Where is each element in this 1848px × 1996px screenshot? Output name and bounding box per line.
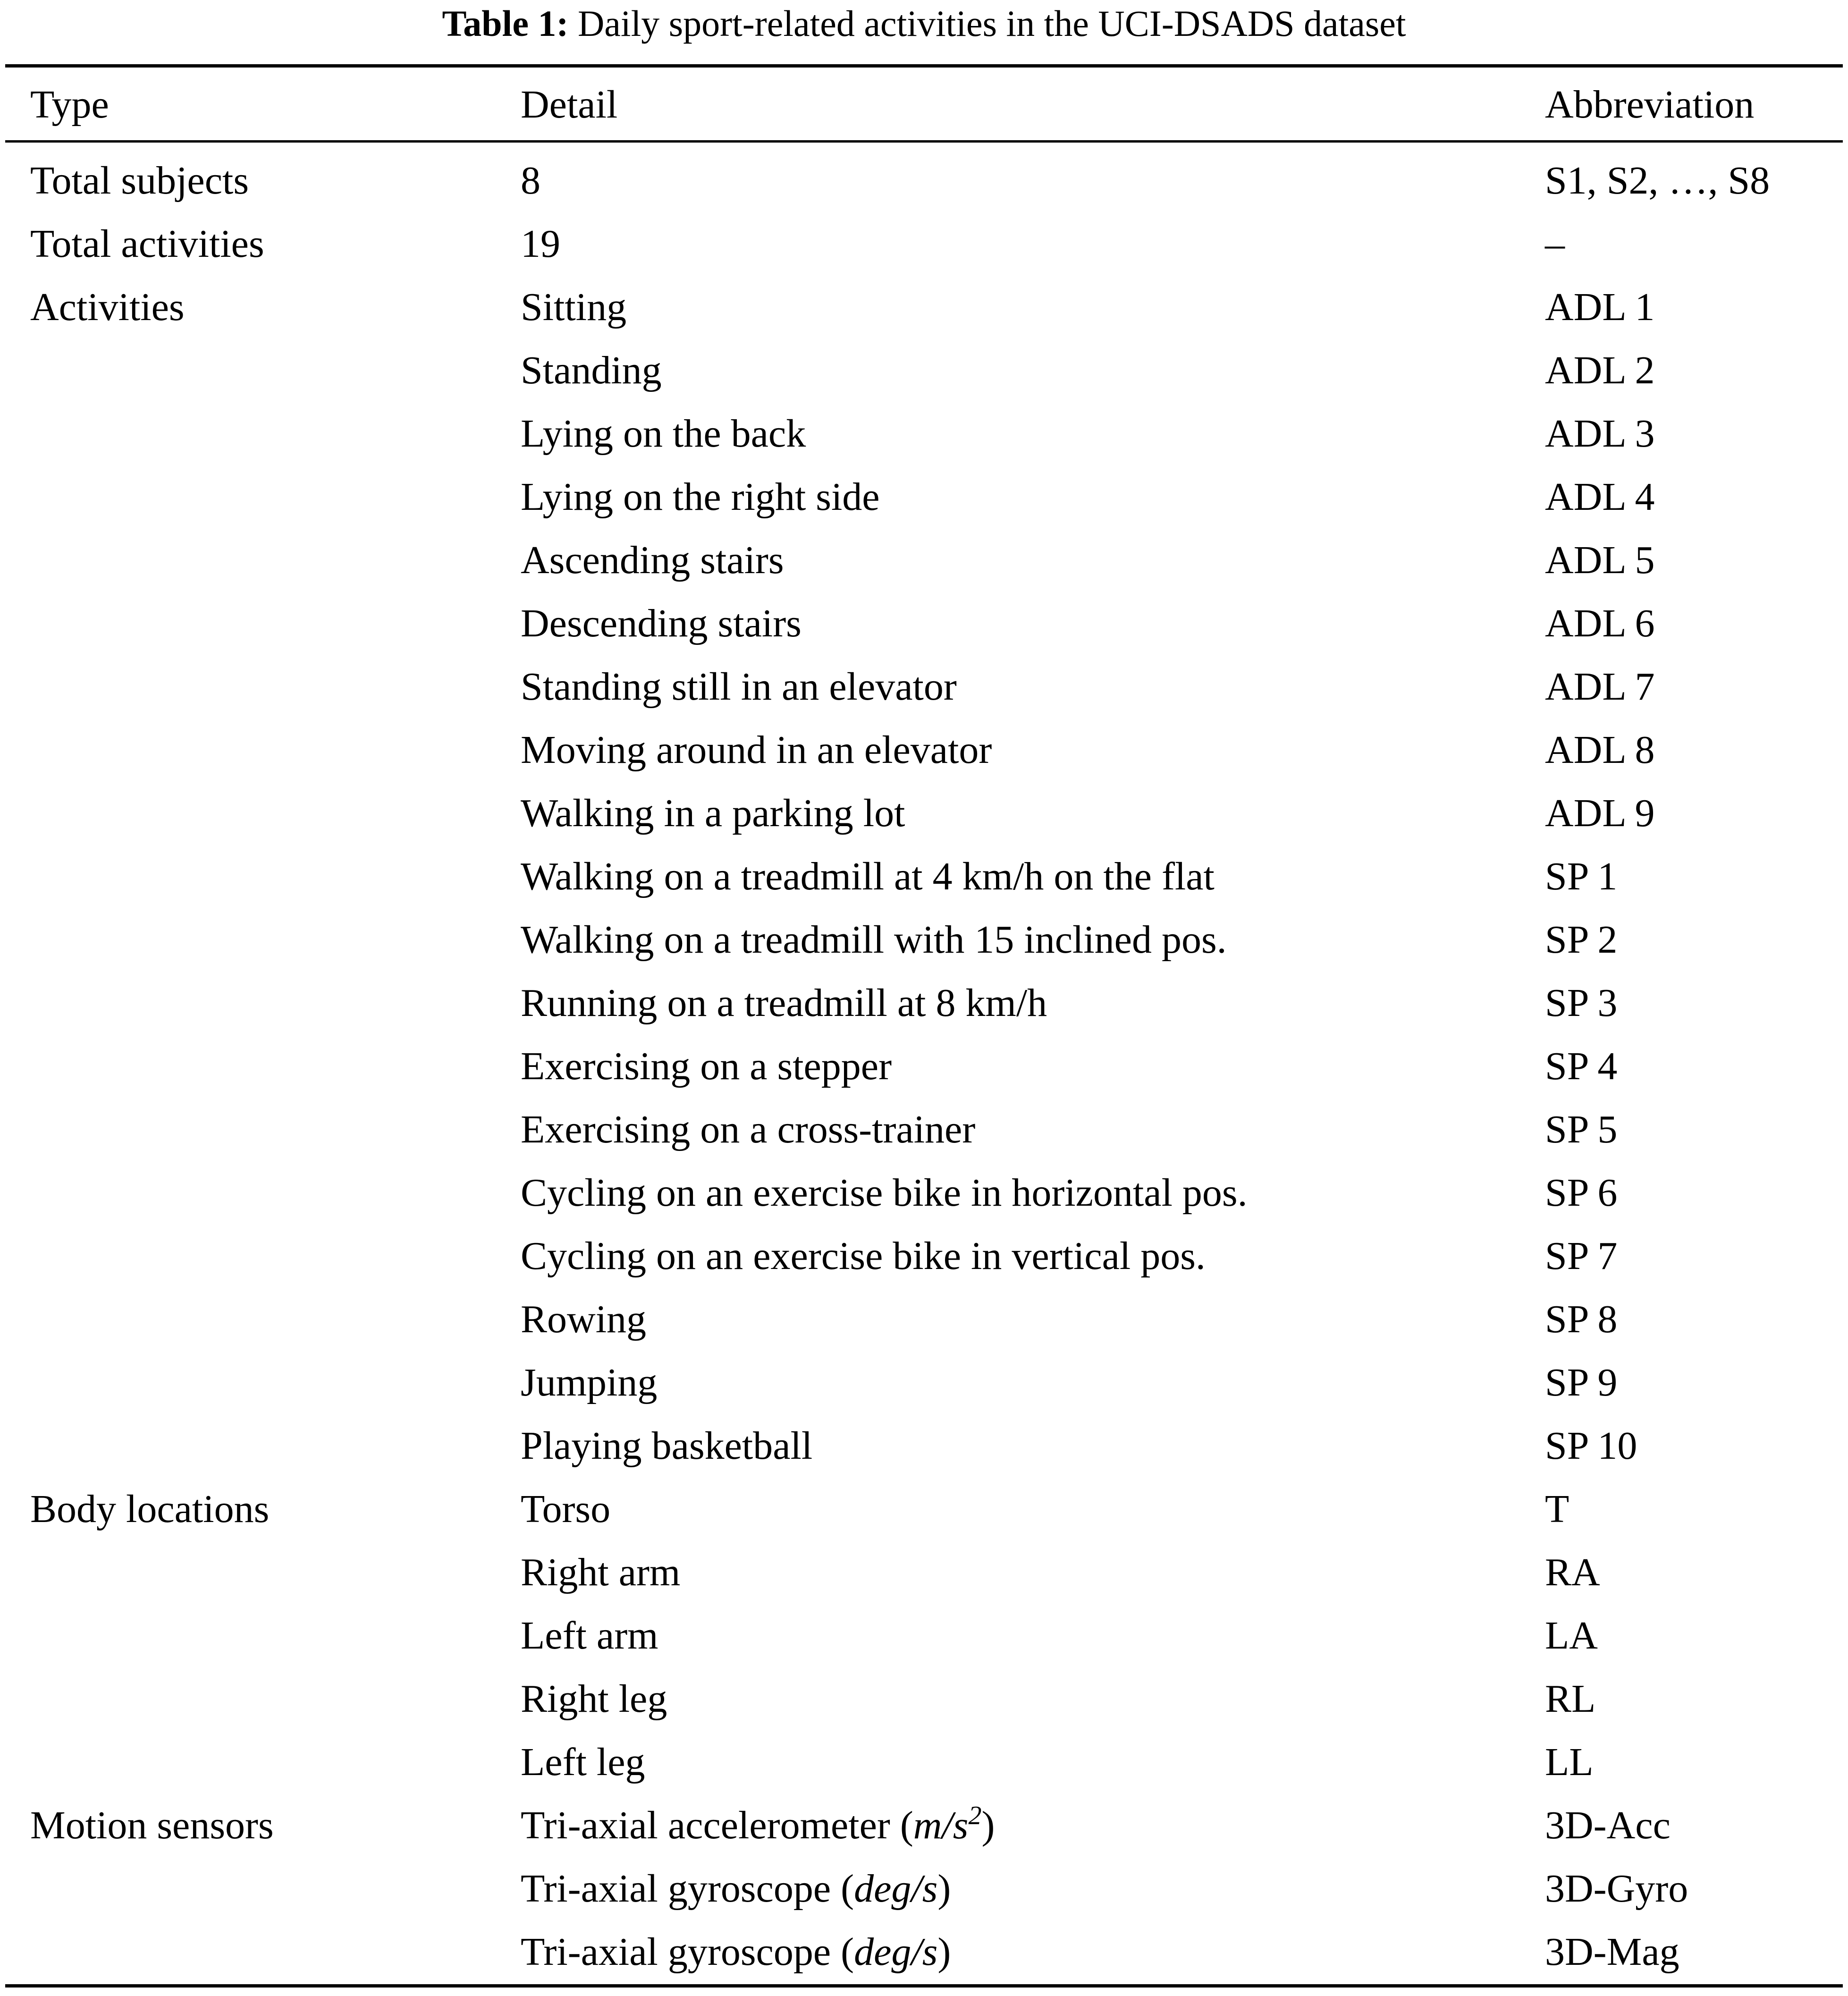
cell-abbreviation: SP 2	[1545, 918, 1618, 962]
table-caption	[0, 0, 1848, 47]
table-row	[0, 845, 1848, 908]
detail-text-end: )	[937, 1867, 951, 1911]
table-row	[0, 1604, 1848, 1667]
cell-detail: Cycling on an exercise bike in horizontal pos.	[521, 1171, 1248, 1215]
table-row	[0, 782, 1848, 845]
cell-abbreviation: SP 4	[1545, 1044, 1618, 1088]
cell-abbreviation: SP 6	[1545, 1171, 1618, 1215]
cell-abbreviation: S1, S2, …, S8	[1545, 159, 1770, 203]
detail-text: Tri-axial gyroscope (	[521, 1867, 854, 1911]
cell-abbreviation: ADL 5	[1545, 538, 1655, 582]
cell-detail: Moving around in an elevator	[521, 728, 992, 772]
cell-detail: Walking in a parking lot	[521, 791, 905, 835]
cell-abbreviation: T	[1545, 1487, 1570, 1531]
cell-detail: Standing	[521, 348, 662, 392]
cell-abbreviation: RL	[1545, 1677, 1596, 1721]
cell-detail: Rowing	[521, 1297, 647, 1341]
detail-unit: m/s	[913, 1803, 969, 1847]
cell-detail: Left leg	[521, 1740, 645, 1784]
cell-abbreviation: 3D-Gyro	[1545, 1867, 1688, 1911]
cell-type: Total activities	[30, 222, 264, 266]
table-row	[0, 1098, 1848, 1161]
table-row	[0, 1478, 1848, 1541]
cell-detail: Playing basketball	[521, 1424, 813, 1468]
cell-type: Motion sensors	[30, 1803, 274, 1847]
table-row	[0, 1794, 1848, 1857]
cell-detail: 19	[521, 222, 560, 266]
table-row	[0, 908, 1848, 972]
cell-detail: Descending stairs	[521, 601, 802, 645]
cell-detail: Right arm	[521, 1550, 681, 1594]
table-row	[0, 1414, 1848, 1478]
cell-detail: Jumping	[521, 1361, 658, 1404]
cell-abbreviation: LA	[1545, 1614, 1598, 1658]
cell-abbreviation: SP 8	[1545, 1297, 1618, 1341]
cell-detail: Lying on the back	[521, 412, 806, 456]
cell-detail: Walking on a treadmill with 15 inclined pos.	[521, 918, 1227, 962]
cell-detail: Standing still in an elevator	[521, 665, 957, 709]
cell-detail	[521, 1920, 951, 1984]
cell-abbreviation: ADL 4	[1545, 475, 1655, 519]
cell-abbreviation: 3D-Acc	[1545, 1803, 1671, 1847]
cell-abbreviation: LL	[1545, 1740, 1594, 1784]
table-row	[0, 1288, 1848, 1351]
table-row	[0, 1161, 1848, 1225]
header-rule	[5, 140, 1843, 143]
top-rule	[5, 64, 1843, 68]
cell-abbreviation: ADL 6	[1545, 601, 1655, 645]
table-row	[0, 1035, 1848, 1098]
table-row	[0, 719, 1848, 782]
table-row	[0, 972, 1848, 1035]
cell-abbreviation: SP 9	[1545, 1361, 1618, 1404]
cell-abbreviation: ADL 1	[1545, 285, 1655, 329]
cell-detail	[521, 1857, 951, 1920]
cell-detail: Exercising on a stepper	[521, 1044, 892, 1088]
cell-detail: Cycling on an exercise bike in vertical pos.	[521, 1234, 1206, 1278]
table-row	[0, 339, 1848, 402]
header-abbreviation: Abbreviation	[1545, 83, 1755, 127]
detail-unit-superscript: 2	[968, 1801, 982, 1830]
cell-abbreviation: –	[1545, 222, 1565, 266]
cell-detail: Torso	[521, 1487, 611, 1531]
table-row	[0, 465, 1848, 529]
table-row	[0, 1857, 1848, 1920]
table-row	[0, 276, 1848, 339]
table-row	[0, 592, 1848, 655]
cell-detail: Right leg	[521, 1677, 667, 1721]
cell-type: Body locations	[30, 1487, 270, 1531]
detail-unit: deg/s	[854, 1930, 938, 1974]
table-header-row	[0, 73, 1848, 136]
cell-abbreviation: ADL 9	[1545, 791, 1655, 835]
cell-detail: Lying on the right side	[521, 475, 880, 519]
table-row	[0, 212, 1848, 276]
cell-abbreviation: ADL 3	[1545, 412, 1655, 456]
caption-label: Table 1:	[442, 3, 569, 44]
cell-detail: Running on a treadmill at 8 km/h	[521, 981, 1047, 1025]
detail-text-end: )	[937, 1930, 951, 1974]
table-row	[0, 149, 1848, 212]
table-row	[0, 1920, 1848, 1984]
cell-abbreviation: RA	[1545, 1550, 1600, 1594]
cell-abbreviation: SP 1	[1545, 854, 1618, 898]
table-row	[0, 529, 1848, 592]
cell-abbreviation: SP 3	[1545, 981, 1618, 1025]
cell-type: Activities	[30, 285, 185, 329]
table-row	[0, 1351, 1848, 1414]
detail-text: Tri-axial gyroscope (	[521, 1930, 854, 1974]
bottom-rule	[5, 1984, 1843, 1988]
cell-detail: Left arm	[521, 1614, 658, 1658]
cell-detail	[521, 1794, 995, 1857]
cell-abbreviation: 3D-Mag	[1545, 1930, 1679, 1974]
header-detail: Detail	[521, 83, 618, 127]
detail-unit: deg/s	[854, 1867, 938, 1911]
detail-text: Tri-axial accelerometer (	[521, 1803, 913, 1847]
cell-abbreviation: ADL 8	[1545, 728, 1655, 772]
caption-text: Daily sport-related activities in the UCI-DSADS dataset	[577, 3, 1406, 44]
detail-text-end: )	[981, 1803, 995, 1847]
cell-type: Total subjects	[30, 159, 249, 203]
header-type: Type	[30, 83, 109, 127]
cell-detail: Walking on a treadmill at 4 km/h on the flat	[521, 854, 1215, 898]
cell-detail: 8	[521, 159, 540, 203]
table-row	[0, 402, 1848, 465]
cell-abbreviation: ADL 7	[1545, 665, 1655, 709]
cell-detail: Sitting	[521, 285, 627, 329]
table-row	[0, 1731, 1848, 1794]
table-row	[0, 655, 1848, 719]
cell-abbreviation: SP 10	[1545, 1424, 1637, 1468]
cell-abbreviation: ADL 2	[1545, 348, 1655, 392]
table-row	[0, 1225, 1848, 1288]
cell-detail: Exercising on a cross-trainer	[521, 1108, 976, 1151]
cell-abbreviation: SP 7	[1545, 1234, 1618, 1278]
table-row	[0, 1541, 1848, 1604]
table-row	[0, 1667, 1848, 1731]
cell-abbreviation: SP 5	[1545, 1108, 1618, 1151]
cell-detail: Ascending stairs	[521, 538, 784, 582]
